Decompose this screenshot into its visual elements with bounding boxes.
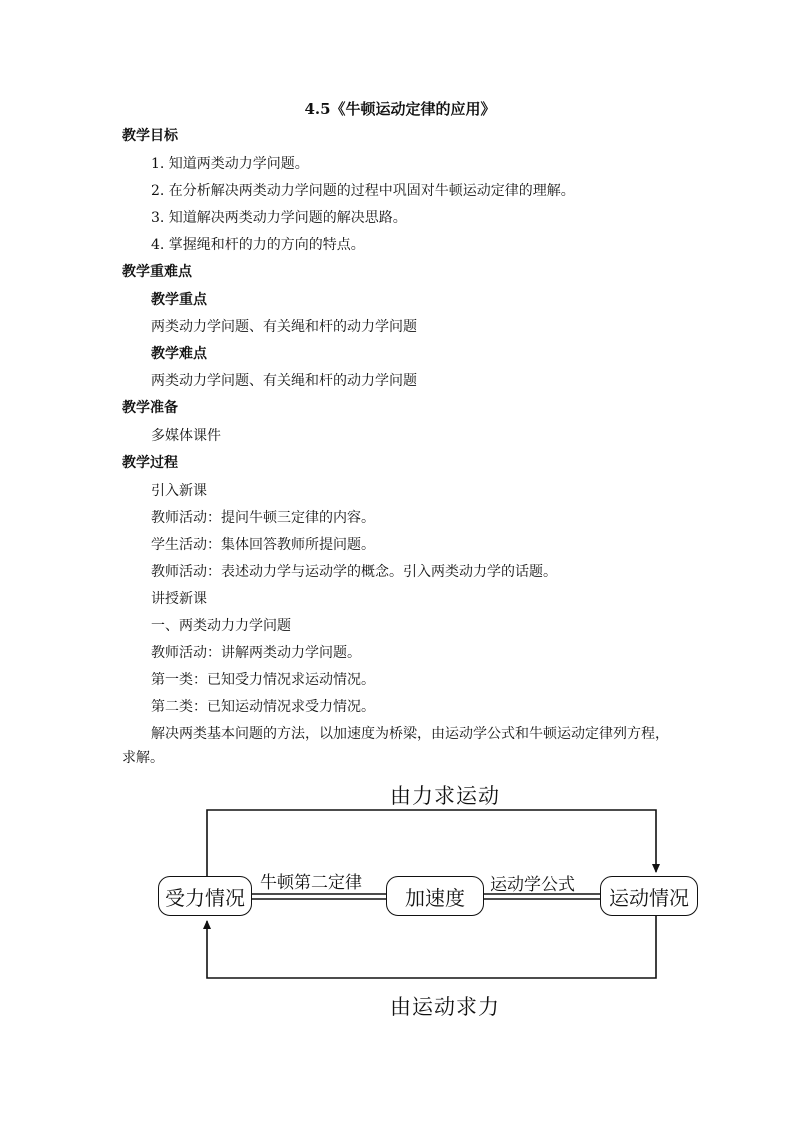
process-line: 学生活动：集体回答教师所提问题。 (151, 537, 375, 553)
process-line: 第一类：已知受力情况求运动情况。 (151, 672, 375, 688)
goal-item: 1. 知道两类动力学问题。 (151, 156, 309, 172)
prep-text: 多媒体课件 (151, 428, 221, 444)
acceleration-box: 加速度 (386, 876, 484, 916)
process-line: 教师活动：表述动力学与运动学的概念。引入两类动力学的话题。 (151, 564, 557, 580)
goals-heading: 教学目标 (122, 128, 178, 144)
difficulty-heading: 教学难点 (151, 346, 207, 362)
motion-situation-box: 运动情况 (600, 876, 698, 916)
difficulty-text: 两类动力学问题、有关绳和杆的动力学问题 (151, 373, 417, 389)
focus-heading: 教学重点 (151, 292, 207, 308)
top-loop-arrow (207, 810, 656, 876)
process-heading: 教学过程 (122, 455, 178, 471)
process-line: 教师活动：提问牛顿三定律的内容。 (151, 510, 375, 526)
process-line: 第二类：已知运动情况求受力情况。 (151, 699, 375, 715)
process-line: 一、两类动力力学问题 (151, 618, 291, 634)
process-line: 教师活动：讲解两类动力学问题。 (151, 645, 361, 661)
top-loop-label: 由力求运动 (390, 784, 500, 808)
bottom-loop-label: 由运动求力 (390, 995, 500, 1019)
goal-item: 4. 掌握绳和杆的力的方向的特点。 (151, 237, 365, 253)
goal-item: 2. 在分析解决两类动力学问题的过程中巩固对牛顿运动定律的理解。 (151, 183, 575, 199)
focus-text: 两类动力学问题、有关绳和杆的动力学问题 (151, 319, 417, 335)
prep-heading: 教学准备 (122, 400, 178, 416)
keypoints-heading: 教学重难点 (122, 264, 192, 280)
dynamics-diagram (150, 770, 710, 1030)
goal-item: 3. 知道解决两类动力学问题的解决思路。 (151, 210, 407, 226)
force-situation-box: 受力情况 (158, 876, 252, 916)
process-line: 讲授新课 (151, 591, 207, 607)
document-title: 4.5《牛顿运动定律的应用》 (304, 100, 496, 118)
process-line: 引入新课 (151, 483, 207, 499)
bottom-loop-arrow (207, 915, 656, 978)
newton-second-law-label: 牛顿第二定律 (260, 873, 362, 893)
method-paragraph: 解决两类基本问题的方法，以加速度为桥梁，由运动学公式和牛顿运动定律列方程，求解。 (122, 726, 669, 766)
kinematics-formula-label: 运动学公式 (490, 875, 575, 895)
